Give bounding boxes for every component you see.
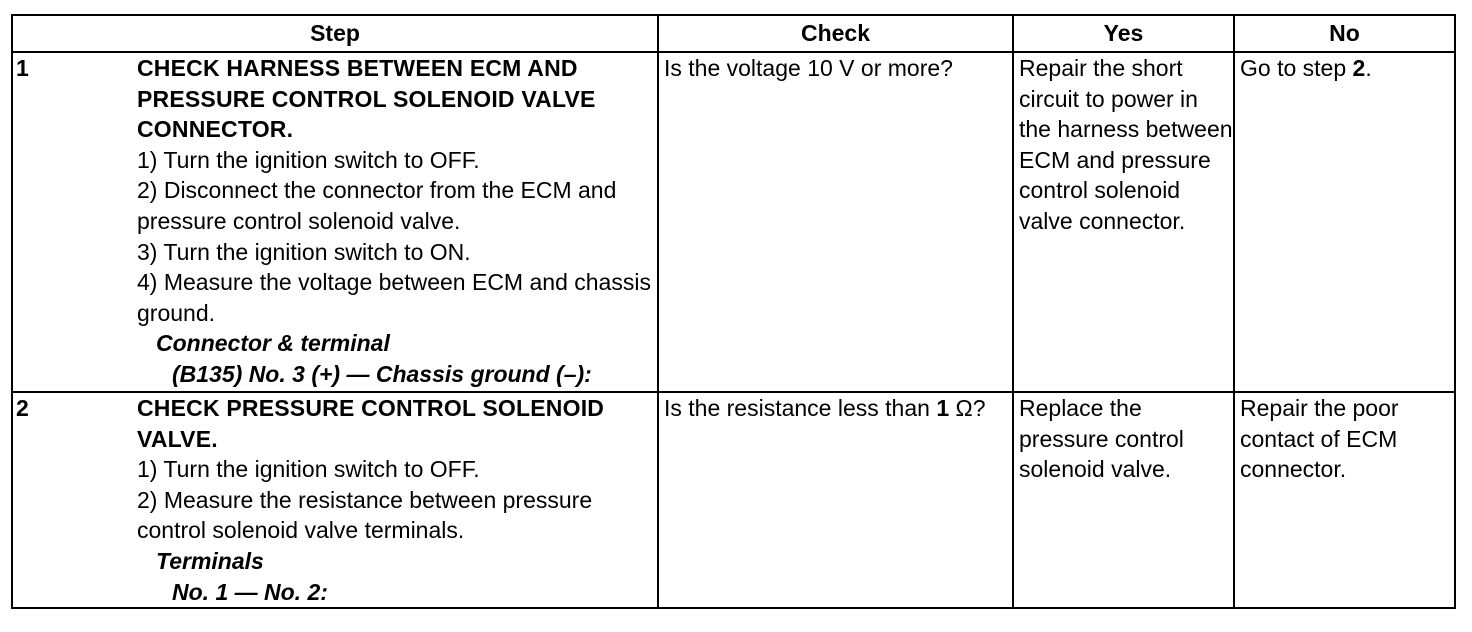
step-title: CHECK HARNESS BETWEEN ECM AND PRESSURE CONTROL SOLENOID VALVE CONNECTOR. [137,55,596,143]
spec-value: (B135) No. 3 (+) — Chassis ground (–): [172,360,592,387]
table-header-row [12,15,1455,52]
step-number: 2 [16,395,29,421]
step-title: CHECK PRESSURE CONTROL SOLENOID VALVE. [137,395,605,452]
step-body [137,393,657,607]
spec-label: Connector & terminal [156,330,390,357]
no-text-suffix: . [1365,55,1372,81]
check-cell [658,392,1013,608]
diagnostic-table [11,14,1456,609]
header-no: No [1234,15,1455,52]
yes-cell: Repair the short circuit to power in the harness between ECM and pressure control solenoid valve connector. [1013,52,1234,392]
instruction: 3) Turn the ignition switch to ON. [137,238,471,265]
instruction: 1) Turn the ignition switch to OFF. [137,456,480,483]
step-cell [12,52,658,392]
step-body [137,53,657,390]
instruction: 2) Measure the resistance between pressure control solenoid valve terminals. [137,486,593,544]
spec-value: No. 1 — No. 2: [172,578,328,605]
step-cell [12,392,658,608]
header-step: Step [12,15,658,52]
header-yes: Yes [1013,15,1234,52]
step-number: 1 [16,55,29,81]
spec-label: Terminals [156,547,264,574]
check-cell: Is the voltage 10 V or more? [658,52,1013,392]
table-row-step-1 [12,52,1455,392]
instruction: 4) Measure the voltage between ECM and chassis ground. [137,269,651,326]
instruction: 1) Turn the ignition switch to OFF. [137,146,480,173]
check-value: 1 [936,395,950,421]
instruction: 2) Disconnect the connector from the ECM and pressure control solenoid valve. [137,177,617,234]
no-step-ref: 2 [1352,55,1366,81]
no-text: Go to step [1240,55,1353,81]
yes-cell: Replace the pressure control solenoid valve. [1013,392,1234,608]
header-check: Check [658,15,1013,52]
no-cell: Repair the poor contact of ECM connector. [1234,392,1455,608]
check-text-suffix: Ω? [949,395,986,421]
table-row-step-2 [12,392,1455,608]
check-text: Is the resistance less than [664,395,937,421]
no-cell [1234,52,1455,392]
